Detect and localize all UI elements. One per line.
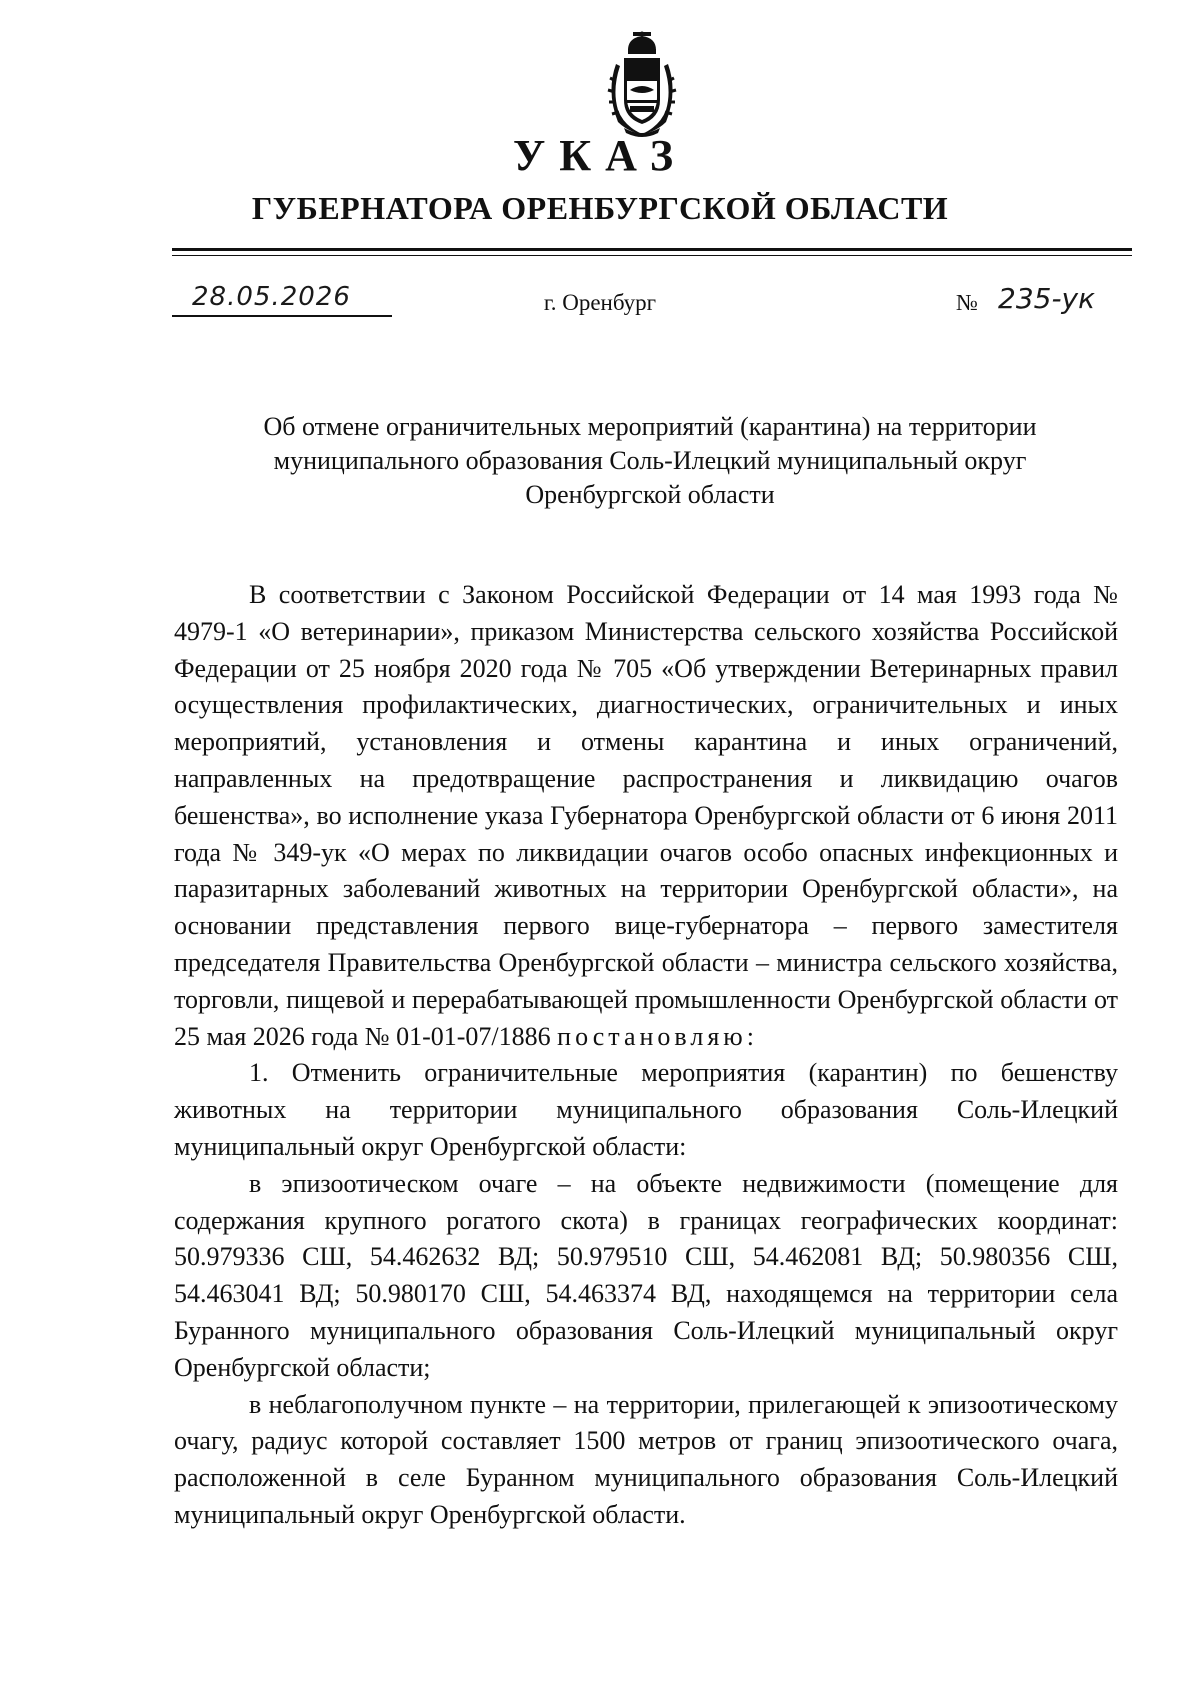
subject-line-3: Оренбургской области <box>525 480 775 509</box>
clause-1-paragraph: 1. Отменить ограничительные мероприятия (карантин) по бешенству животных на территории муниципального образования Соль-Илецкий муниципальный округ Оренбургской области: <box>174 1058 1118 1161</box>
issue-city: г. Оренбург <box>543 290 657 315</box>
subject-line-2: муниципального образования Соль-Илецкий муниципальный округ <box>273 446 1027 475</box>
document-body <box>174 577 1118 1534</box>
number-value: 235-ук <box>998 282 1096 315</box>
document-subject <box>180 410 1120 512</box>
epizootic-focus-paragraph: в эпизоотическом очаге – на объекте недвижимости (помещение для содержания крупного рогатого скота) в границах географических координат: 50.979336 СШ, 54.462632 ВД; 50.979510 СШ, 54.462081 ВД; 50.980356 СШ, 54.463041 ВД; 50.980170 СШ, 54.463374 ВД, находящемся на территории села Буранного муниципального образования Соль-Илецкий муниципальный округ Оренбургской области; <box>174 1168 1118 1382</box>
coat-of-arms-emblem <box>602 30 682 138</box>
preamble-text: В соответствии с Законом Российской Федерации от 14 мая 1993 года № 4979-1 «О ветеринарии», приказом Министерства сельского хозяйства Российской Федерации от 25 ноября 2020 года № 705 «Об утверждении Ветеринарных правил осуществления профилактических, диагностических, ограничительных и иных мероприятий, установления и отмены карантина и иных ограничений, направленных на предотвращение распространения и ликвидацию очагов бешенства», во исполнение указа Губернатора Оренбургской области от 6 июня 2011 года № 349-ук «О мерах по ликвидации очагов особо опасных инфекционных и паразитарных заболеваний животных на территории Оренбургской области», на основании представления первого вице-губернатора – первого заместителя председателя Правительства Оренбургской области – министра сельского хозяйства, торговли, пищевой и перерабатывающей промышленности Оренбургской области от 25 мая 2026 года № 01-01-07/1886 <box>174 580 1118 1051</box>
date-value: 28.05.2026 <box>192 282 351 312</box>
header-rule-thin <box>172 255 1132 256</box>
document-title: УКАЗ <box>512 131 688 180</box>
unfavorable-point-paragraph: в неблагополучном пункте – на территории, прилегающей к эпизоотическому очагу, радиус которой составляет 1500 метров от границ эпизоотического очага, расположенной в селе Буранном муниципального образования Соль-Илецкий муниципальный округ Оренбургской области. <box>174 1389 1118 1529</box>
header-rule-thick <box>172 248 1132 251</box>
resolution-word: постановляю: <box>557 1021 758 1051</box>
document-number <box>956 282 1156 342</box>
preamble-paragraph <box>174 577 1118 1055</box>
document-issuer: ГУБЕРНАТОРА ОРЕНБУРГСКОЙ ОБЛАСТИ <box>251 190 949 226</box>
number-label: № <box>956 290 978 315</box>
subject-line-1: Об отмене ограничительных мероприятий (карантина) на территории <box>263 412 1037 441</box>
